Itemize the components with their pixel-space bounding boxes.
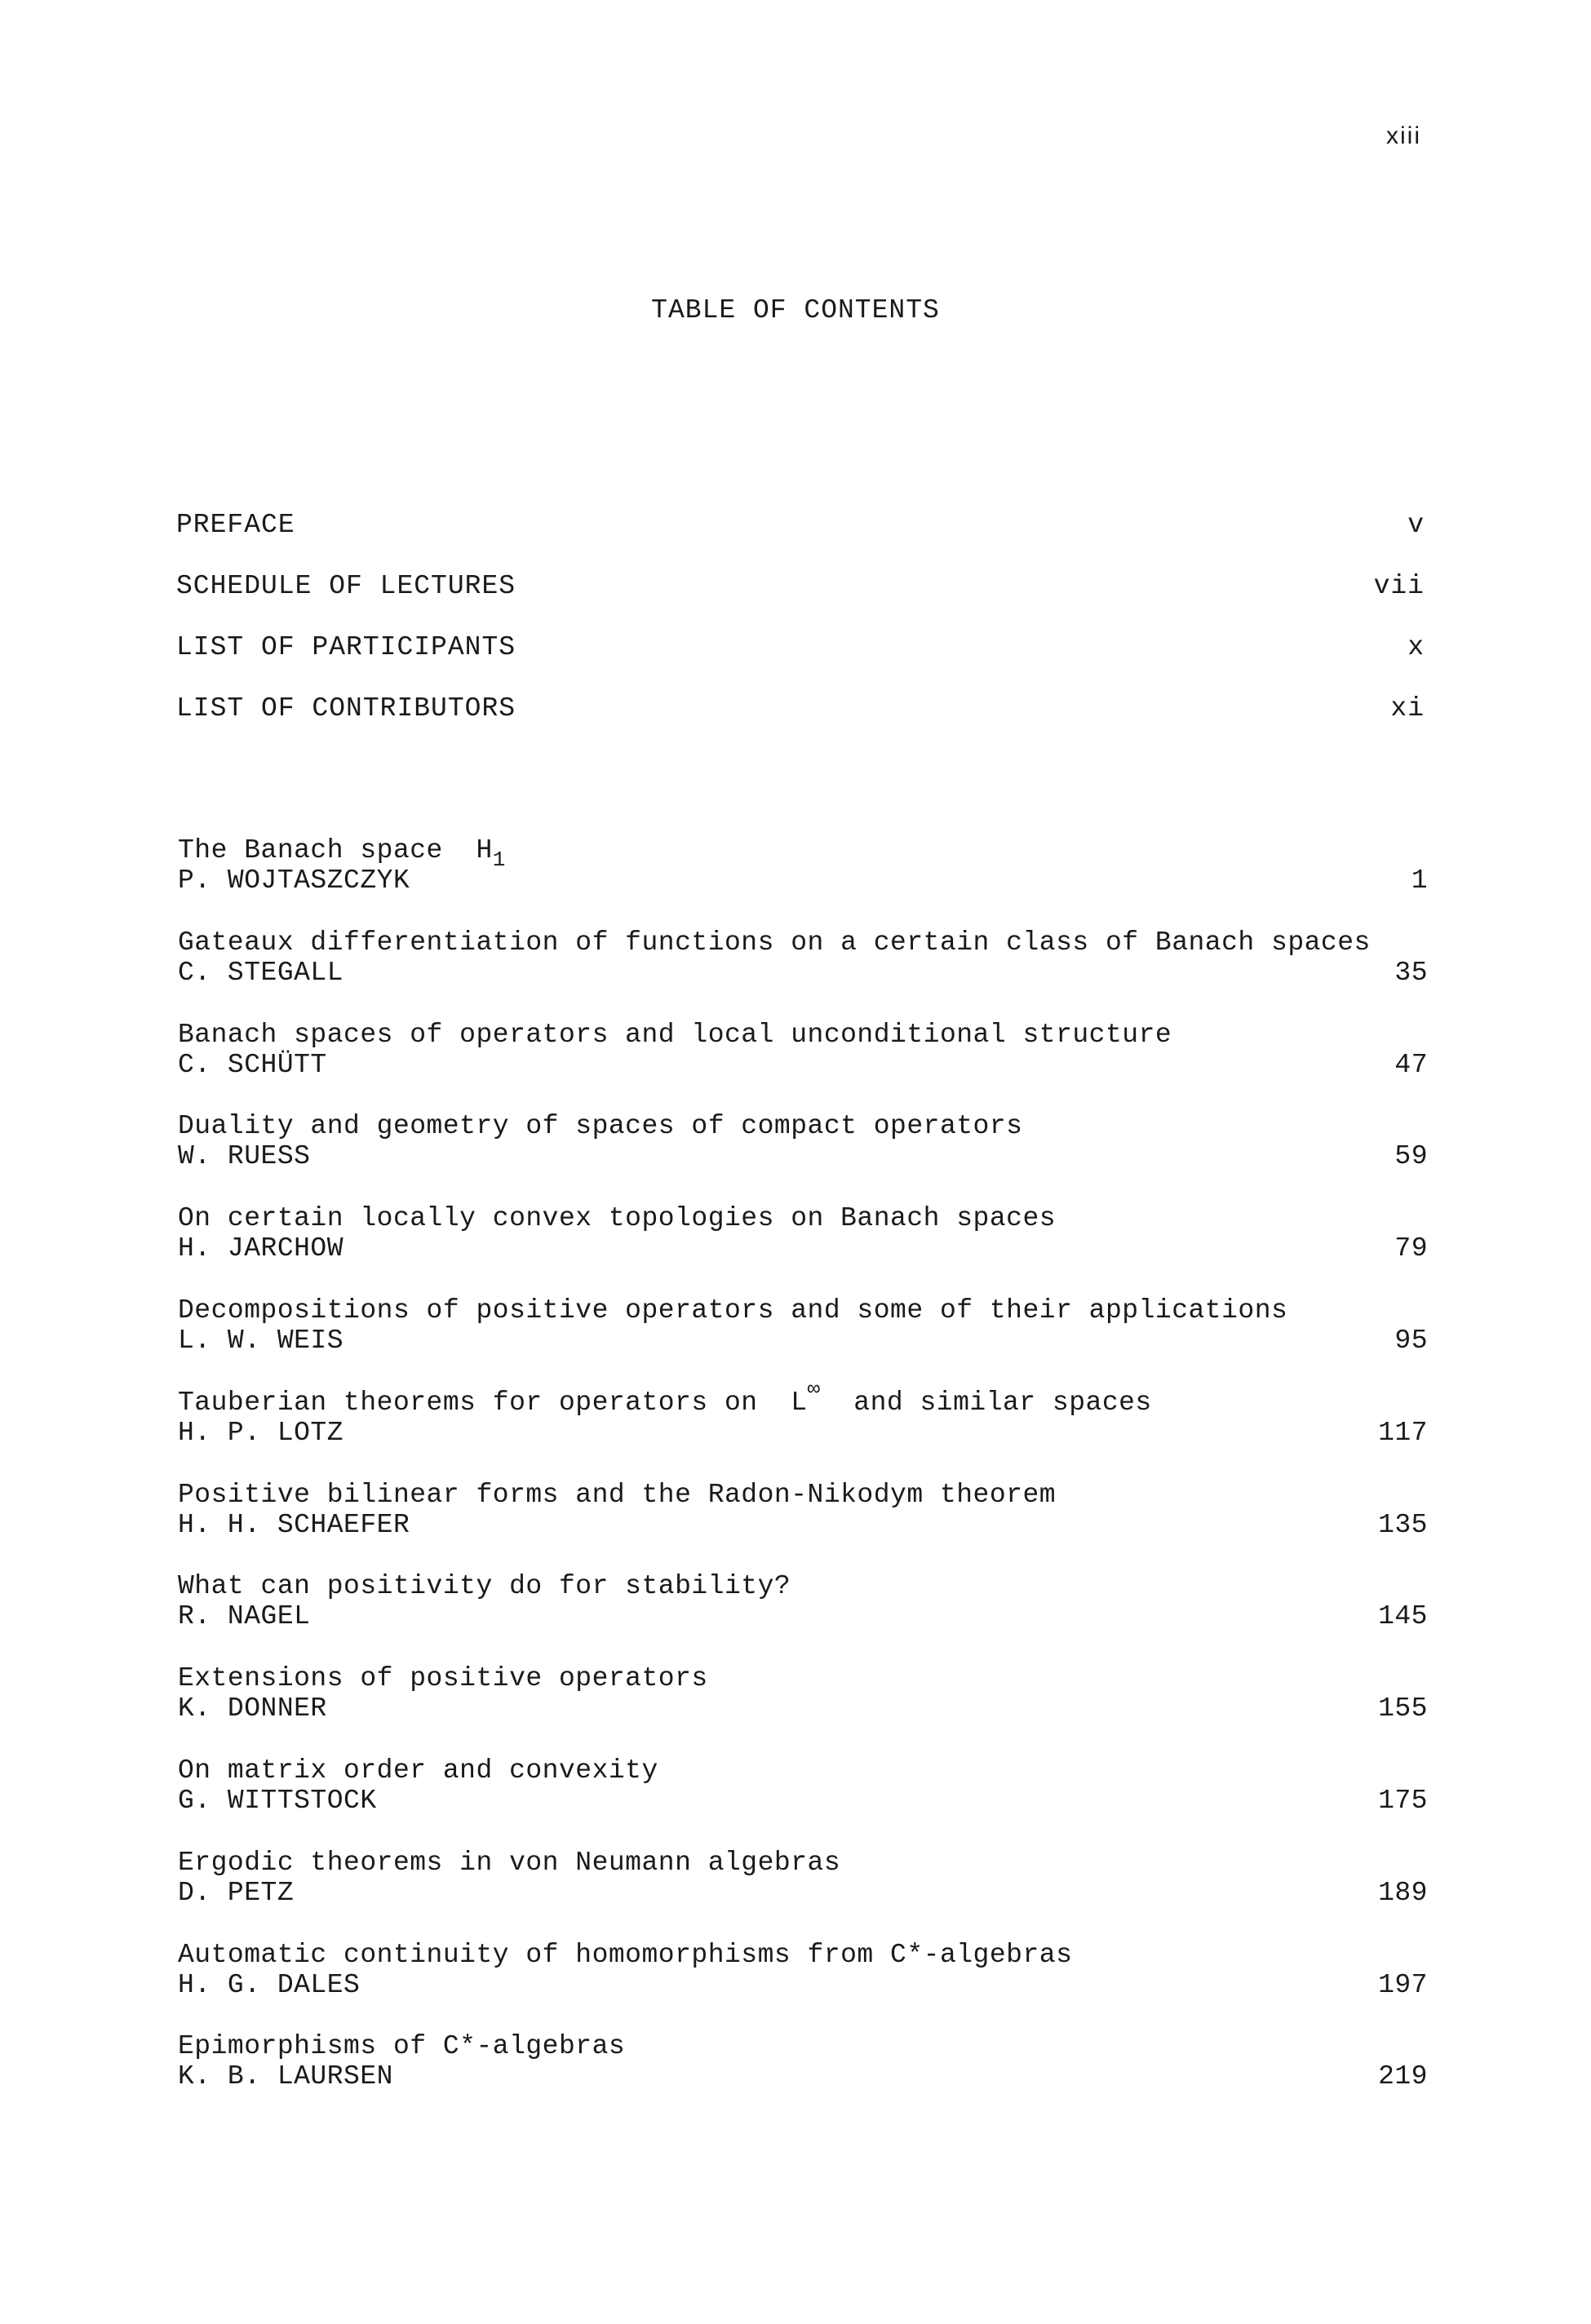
entry-author: H. G. DALES — [178, 1969, 361, 2000]
entry-author: H. H. SCHAEFER — [178, 1509, 410, 1540]
math-subscript: 1 — [492, 848, 506, 872]
page-number: xiii — [1386, 122, 1421, 149]
entry-page: 155 — [1378, 1693, 1428, 1724]
front-matter-item[interactable] — [176, 632, 1425, 693]
contents-entry[interactable] — [176, 1480, 1428, 1572]
contents-list — [176, 835, 1428, 2123]
contents-entry[interactable] — [176, 2031, 1428, 2123]
entry-title: On certain locally convex topologies on Banach spaces — [178, 1203, 1057, 1234]
entry-title-text: and similar spaces — [853, 1387, 1152, 1418]
contents-entry[interactable] — [176, 1376, 1428, 1480]
entry-title-text: The Banach space — [178, 835, 443, 865]
front-matter-label: SCHEDULE OF LECTURES — [176, 571, 516, 601]
entry-page: 175 — [1378, 1785, 1428, 1816]
entry-page: 145 — [1378, 1601, 1428, 1632]
front-matter-page: x — [1407, 632, 1425, 662]
contents-entry[interactable] — [176, 1848, 1428, 1940]
front-matter-label: LIST OF CONTRIBUTORS — [176, 693, 516, 724]
entry-author: H. P. LOTZ — [178, 1417, 344, 1448]
entry-title — [178, 835, 506, 872]
entry-author: K. DONNER — [178, 1693, 327, 1724]
entry-page: 47 — [1394, 1049, 1428, 1080]
entry-author: C. SCHÜTT — [178, 1049, 327, 1080]
front-matter-label: PREFACE — [176, 510, 295, 540]
entry-author: W. RUESS — [178, 1141, 311, 1172]
entry-author: L. W. WEIS — [178, 1325, 344, 1356]
entry-page: 79 — [1394, 1233, 1428, 1264]
entry-title: Ergodic theorems in von Neumann algebras — [178, 1847, 841, 1878]
entry-title — [178, 1376, 1152, 1419]
entry-author: H. JARCHOW — [178, 1233, 344, 1264]
contents-entry[interactable] — [176, 1663, 1428, 1755]
entry-page: 135 — [1378, 1509, 1428, 1540]
entry-title-text: Tauberian theorems for operators on — [178, 1387, 758, 1418]
entry-author: R. NAGEL — [178, 1601, 311, 1632]
contents-entry[interactable] — [176, 1020, 1428, 1112]
contents-entry[interactable] — [176, 835, 1428, 927]
front-matter-item[interactable] — [176, 693, 1425, 755]
entry-page: 35 — [1394, 957, 1428, 988]
entry-page: 189 — [1378, 1877, 1428, 1908]
front-matter-item[interactable] — [176, 571, 1425, 632]
entry-title: Gateaux differentiation of functions on a certain class of Banach spaces — [178, 927, 1371, 958]
front-matter-list — [176, 510, 1425, 755]
contents-entry[interactable] — [176, 927, 1428, 1020]
entry-title: Automatic continuity of homomorphisms from C*-algebras — [178, 1939, 1073, 1970]
entry-title: Decompositions of positive operators and some of their applications — [178, 1295, 1288, 1326]
entry-author: C. STEGALL — [178, 957, 344, 988]
entry-author: K. B. LAURSEN — [178, 2061, 393, 2092]
front-matter-label: LIST OF PARTICIPANTS — [176, 632, 516, 662]
page-title: TABLE OF CONTENTS — [651, 295, 940, 325]
entry-page: 95 — [1394, 1325, 1428, 1356]
math-symbol: L — [791, 1387, 808, 1418]
entry-title: Banach spaces of operators and local unconditional structure — [178, 1019, 1172, 1050]
entry-title: What can positivity do for stability? — [178, 1571, 791, 1602]
entry-page: 197 — [1378, 1969, 1428, 2000]
entry-page: 1 — [1411, 865, 1428, 896]
entry-title: On matrix order and convexity — [178, 1755, 658, 1786]
entry-title: Positive bilinear forms and the Radon-Nikodym theorem — [178, 1479, 1057, 1510]
entry-page: 219 — [1378, 2061, 1428, 2092]
front-matter-page: vii — [1373, 571, 1425, 601]
math-superscript: ∞ — [807, 1376, 821, 1401]
math-symbol: H — [476, 835, 493, 865]
entry-author: D. PETZ — [178, 1877, 295, 1908]
contents-entry[interactable] — [176, 1295, 1428, 1388]
front-matter-page: xi — [1390, 693, 1425, 724]
contents-entry[interactable] — [176, 1203, 1428, 1295]
front-matter-page: v — [1407, 510, 1425, 540]
entry-author: P. WOJTASZCZYK — [178, 865, 410, 896]
contents-entry[interactable] — [176, 1571, 1428, 1663]
front-matter-item[interactable] — [176, 510, 1425, 571]
entry-page: 59 — [1394, 1141, 1428, 1172]
entry-page: 117 — [1378, 1417, 1428, 1448]
entry-title: Epimorphisms of C*-algebras — [178, 2031, 626, 2062]
contents-entry[interactable] — [176, 1111, 1428, 1203]
entry-title: Extensions of positive operators — [178, 1663, 708, 1694]
contents-entry[interactable] — [176, 1755, 1428, 1848]
entry-title: Duality and geometry of spaces of compact operators — [178, 1111, 1023, 1142]
contents-entry[interactable] — [176, 1940, 1428, 2032]
entry-author: G. WITTSTOCK — [178, 1785, 377, 1816]
